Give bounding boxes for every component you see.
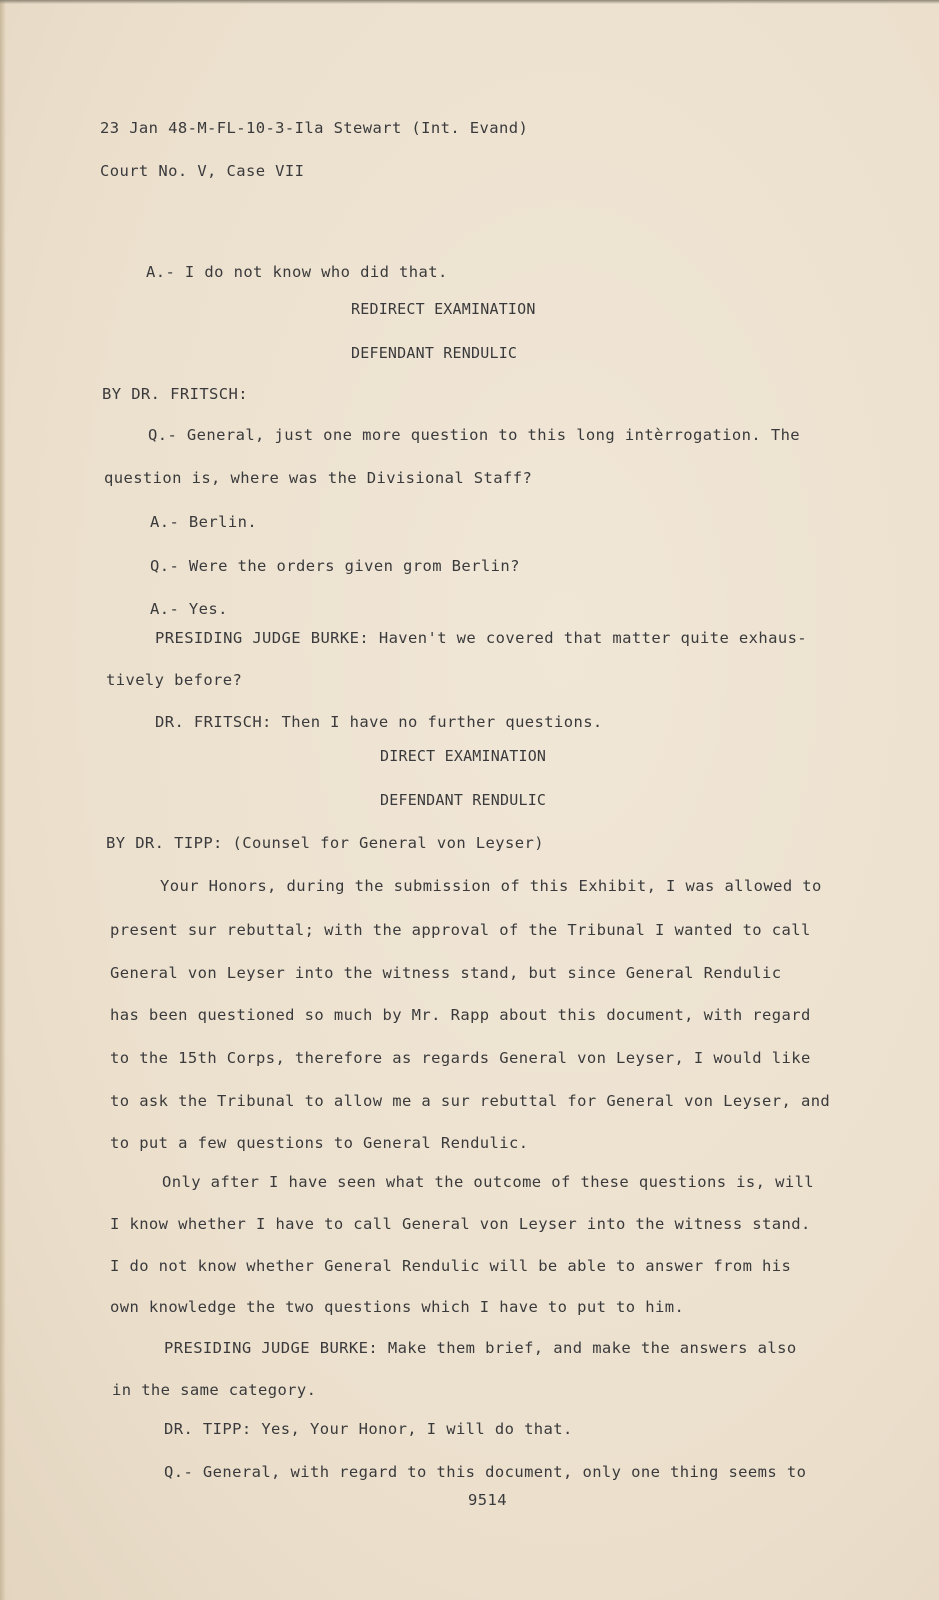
section-heading-redirect: REDIRECT EXAMINATION <box>351 300 536 318</box>
text-line: PRESIDING JUDGE BURKE: Haven't we covered that matter quite exhaus- <box>155 629 808 647</box>
text-line: own knowledge the two questions which I have to put to him. <box>110 1298 685 1316</box>
section-heading-direct: DIRECT EXAMINATION <box>380 747 547 765</box>
header-line-1: 23 Jan 48-M-FL-10-3-Ila Stewart (Int. Evand) <box>100 119 529 137</box>
text-line: in the same category. <box>112 1381 317 1399</box>
text-line: PRESIDING JUDGE BURKE: Make them brief, and make the answers also <box>164 1339 797 1357</box>
text-line: DR. TIPP: Yes, Your Honor, I will do that. <box>164 1420 573 1438</box>
answer-line: A.- I do not know who did that. <box>146 263 448 281</box>
header-line-2: Court No. V, Case VII <box>100 162 305 180</box>
text-line: tively before? <box>106 671 243 689</box>
text-line: has been questioned so much by Mr. Rapp about this document, with regard <box>110 1006 811 1024</box>
answer-line: A.- Berlin. <box>150 513 258 531</box>
question-line: Q.- Were the orders given grom Berlin? <box>150 557 520 575</box>
text-line: Only after I have seen what the outcome of these questions is, will <box>162 1173 815 1191</box>
text-line: I know whether I have to call General von Leyser into the witness stand. <box>110 1215 811 1233</box>
text-line: to put a few questions to General Rendulic. <box>110 1134 529 1152</box>
text-line: General von Leyser into the witness stand, but since General Rendulic <box>110 964 782 982</box>
text-line: to ask the Tribunal to allow me a sur rebuttal for General von Leyser, and <box>110 1092 831 1110</box>
answer-line: A.- Yes. <box>150 600 228 618</box>
text-line: Your Honors, during the submission of this Exhibit, I was allowed to <box>160 877 822 895</box>
speaker-line: BY DR. TIPP: (Counsel for General von Leyser) <box>106 834 544 852</box>
question-line: Q.- General, just one more question to this long intèrrogation. The <box>148 426 801 444</box>
section-subheading-defendant: DEFENDANT RENDULIC <box>380 791 547 809</box>
text-line: DR. FRITSCH: Then I have no further questions. <box>155 713 603 731</box>
question-line: Q.- General, with regard to this document, only one thing seems to <box>164 1463 807 1481</box>
section-subheading-defendant: DEFENDANT RENDULIC <box>351 344 518 362</box>
page-edge-left <box>0 0 6 1600</box>
page-number: 9514 <box>468 1491 507 1509</box>
text-line: to the 15th Corps, therefore as regards General von Leyser, I would like <box>110 1049 811 1067</box>
speaker-line: BY DR. FRITSCH: <box>102 385 248 403</box>
text-line: present sur rebuttal; with the approval of the Tribunal I wanted to call <box>110 921 811 939</box>
page-edge-top <box>0 0 939 4</box>
text-line: question is, where was the Divisional Staff? <box>104 469 533 487</box>
text-line: I do not know whether General Rendulic will be able to answer from his <box>110 1257 792 1275</box>
